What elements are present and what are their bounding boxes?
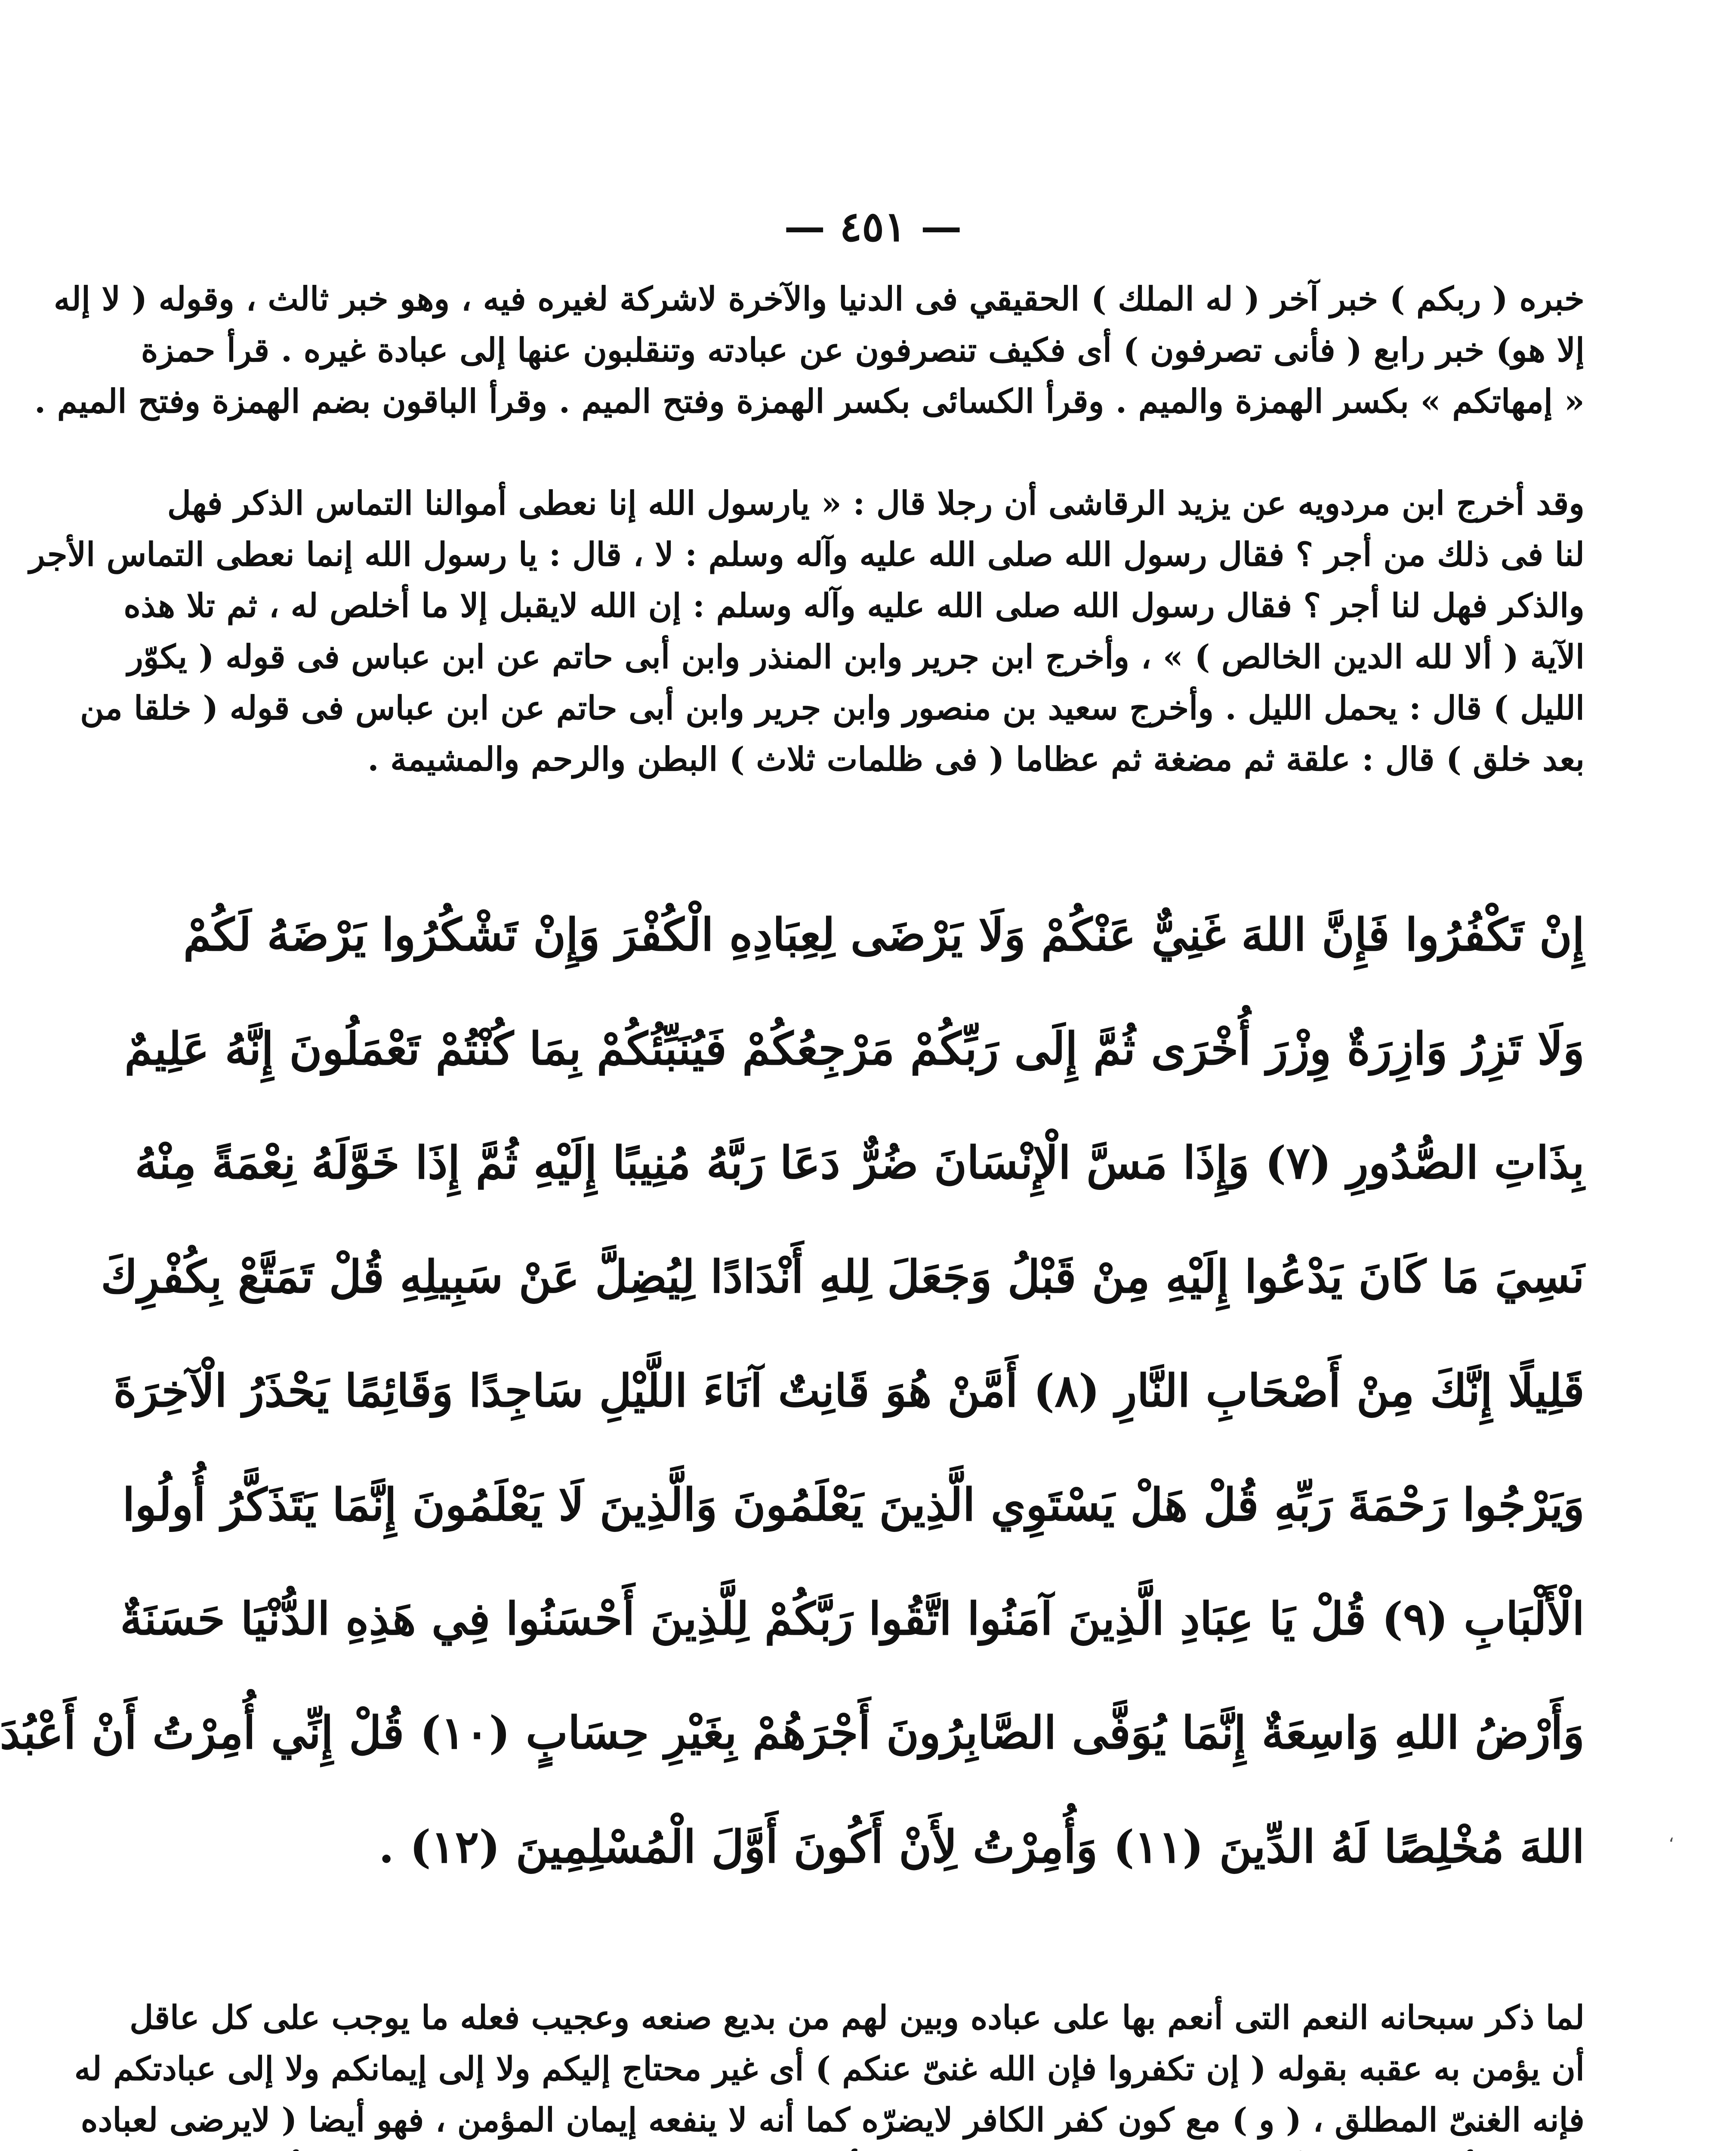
text-line: الليل ) قال : يحمل الليل . وأخرج سعيد بن منصور وابن جرير وابن أبى حاتم عن ابن عباس فى قوله ( خلقا من (80, 689, 1585, 727)
text-line: إلا هو) خبر رابع ( فأنى تصرفون ) أى فكيف تنصرفون عن عبادته وتنقلبون عنها إلى عبادة غيره . قرأ حمزة (141, 331, 1585, 369)
quran-verses (0, 878, 1585, 1904)
verse-line: وَأَرْضُ اللهِ وَاسِعَةٌ إِنَّمَا يُوَفَّى الصَّابِرُونَ أَجْرَهُمْ بِغَيْرِ حِسَابٍ (١٠) قُلْ إِنِّي أُمِرْتُ أَنْ أَعْبُدَ (0, 1706, 1585, 1759)
verse-line: إِنْ تَكْفُرُوا فَإِنَّ اللهَ غَنِيٌّ عَنْكُمْ وَلَا يَرْضَى لِعِبَادِهِ الْكُفْرَ وَإِنْ تَشْكُرُوا يَرْضَهُ لَكُمْ (183, 908, 1585, 961)
commentary-paragraph-explanation (74, 1992, 1585, 2151)
text-line: لما ذكر سبحانه النعم التى أنعم بها على عباده وبين لهم من بديع صنعه وعجيب فعله ما يوجب على كل عاقل (130, 1998, 1585, 2037)
text-line: أن يؤمن به عقبه بقوله ( إن تكفروا فإن الله غنىّ عنكم ) أى غير محتاج إليكم ولا إلى إيمانكم ولا إلى عبادتكم له (74, 2049, 1585, 2088)
verse-line: بِذَاتِ الصُّدُورِ (٧) وَإِذَا مَسَّ الْإِنْسَانَ ضُرٌّ دَعَا رَبَّهُ مُنِيبًا إِلَيْهِ ثُمَّ إِذَا خَوَّلَهُ نِعْمَةً مِنْهُ (135, 1136, 1585, 1189)
verse-line: وَلَا تَزِرُ وَازِرَةٌ وِزْرَ أُخْرَى ثُمَّ إِلَى رَبِّكُمْ مَرْجِعُكُمْ فَيُنَبِّئُكُمْ بِمَا كُنْتُمْ تَعْمَلُونَ إِنَّهُ عَلِيمٌ (124, 1022, 1585, 1075)
verse-line: اللهَ مُخْلِصًا لَهُ الدِّينَ (١١) وَأُمِرْتُ لِأَنْ أَكُونَ أَوَّلَ الْمُسْلِمِينَ (١٢) . (379, 1820, 1585, 1873)
verse-line: الْأَلْبَابِ (٩) قُلْ يَا عِبَادِ الَّذِينَ آمَنُوا اتَّقُوا رَبَّكُمْ لِلَّذِينَ أَحْسَنُوا فِي هَذِهِ الدُّنْيَا حَسَنَةٌ (120, 1592, 1585, 1645)
text-line: فإنه الغنىّ المطلق ، ( و ) مع كون كفر الكافر لايضرّه كما أنه لا ينفعه إيمان المؤمن ، فهو أيضا ( لايرضى لعباده (80, 2101, 1585, 2139)
text-line: بعد خلق ) قال : علقة ثم مضغة ثم عظاما ( فى ظلمات ثلاث ) البطن والرحم والمشيمة . (367, 740, 1585, 778)
page-number: — ٤٥١ — (784, 202, 962, 251)
text-line: « إمهاتكم » بكسر الهمزة والميم . وقرأ الكسائى بكسر الهمزة وفتح الميم . وقرأ الباقون بضم الهمزة وفتح الميم . (34, 382, 1585, 420)
text-line: خبره ( ربكم ) خبر آخر ( له الملك ) الحقيقي فى الدنيا والآخرة لاشركة لغيره فيه ، وهو خبر ثالث ، وقوله ( لا إله (53, 280, 1585, 318)
verse-line: قَلِيلًا إِنَّكَ مِنْ أَصْحَابِ النَّارِ (٨) أَمَّنْ هُوَ قَانِتٌ آنَاءَ اللَّيْلِ سَاجِدًا وَقَائِمًا يَحْذَرُ الْآخِرَةَ (113, 1364, 1585, 1417)
verse-line: نَسِيَ مَا كَانَ يَدْعُوا إِلَيْهِ مِنْ قَبْلُ وَجَعَلَ لِلهِ أَنْدَادًا لِيُضِلَّ عَنْ سَبِيلِهِ قُلْ تَمَتَّعْ بِكُفْرِكَ (101, 1250, 1585, 1303)
text-line (186, 2145, 1585, 2151)
text-line: وقد أخرج ابن مردويه عن يزيد الرقاشى أن رجلا قال : « يارسول الله إنا نعطى أموالنا التماس الذكر فهل (167, 484, 1585, 522)
text-line: لنا فى ذلك من أجر ؟ فقال رسول الله صلى الله عليه وآله وسلم : لا ، قال : يا رسول الله إنما نعطى التماس الأجر (29, 535, 1585, 573)
verse-line: وَيَرْجُوا رَحْمَةَ رَبِّهِ قُلْ هَلْ يَسْتَوِي الَّذِينَ يَعْلَمُونَ وَالَّذِينَ لَا يَعْلَمُونَ إِنَّمَا يَتَذَكَّرُ أُولُوا (122, 1478, 1585, 1531)
commentary-paragraph-narrations (29, 478, 1585, 785)
text-line: الآية ( ألا لله الدين الخالص ) » ، وأخرج ابن جرير وابن المنذر وابن أبى حاتم عن ابن عباس فى قوله ( يكوّر (127, 638, 1585, 676)
text-line: والذكر فهل لنا أجر ؟ فقال رسول الله صلى الله عليه وآله وسلم : إن الله لايقبل إلا ما أخلص له ، ثم تلا هذه (123, 586, 1585, 625)
commentary-paragraph-grammar (34, 273, 1585, 427)
margin-mark: ، (1668, 1826, 1674, 1846)
